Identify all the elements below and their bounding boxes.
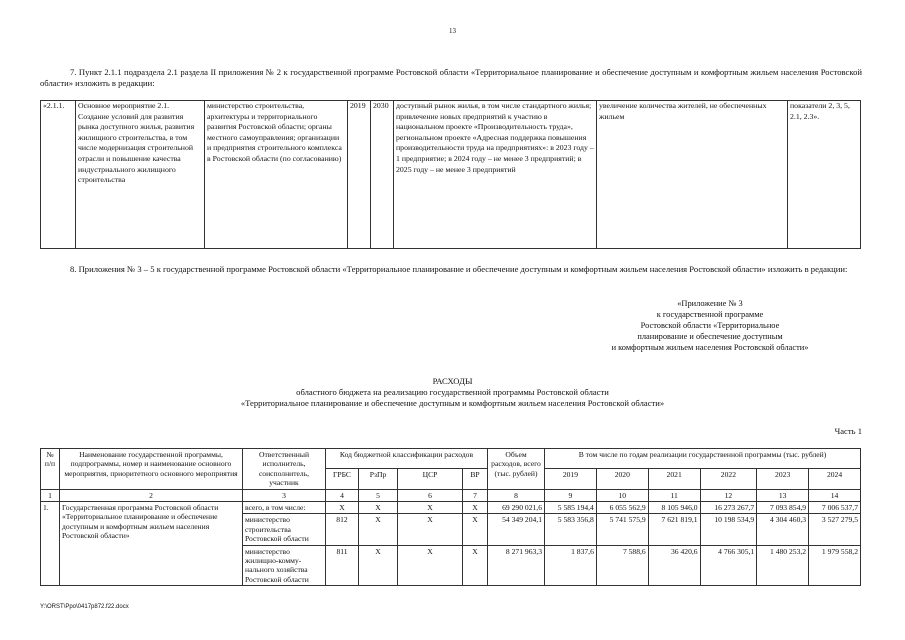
row-number: 1. bbox=[41, 502, 60, 586]
vr: X bbox=[463, 502, 488, 514]
year-value: 7 588,6 bbox=[596, 545, 648, 586]
year-value: 7 093 854,9 bbox=[757, 502, 809, 514]
paragraph-8: 8. Приложения № 3 – 5 к государственной программе Ростовской области «Территориальное планирование и обеспечение доступным и комфортным жильем населения Ростовской области» изложить в редакции: bbox=[70, 264, 848, 274]
appendix-line: планирование и обеспечение доступным bbox=[637, 332, 783, 341]
cell-measure-name: Основное мероприятие 2.1. Создание условий для развития рынка доступного жилья, развития жилищного строительства, в том числе модернизация строительной отрасли и повышение качества индустриального жилищного строительства bbox=[76, 101, 205, 249]
paragraph-7: 7. Пункт 2.1.1 подраздела 2.1 раздела II приложения № 2 к государственной программе Ростовской области «Территориальное планирование и обеспечение доступным и комфортным жильем населения Ростовской области» изложить в редакции: bbox=[40, 67, 862, 88]
column-number: 3 bbox=[243, 489, 326, 501]
year-value: 5 585 194,4 bbox=[545, 502, 597, 514]
cell-number: «2.1.1. bbox=[41, 101, 76, 249]
header-year: 2019 bbox=[545, 469, 597, 489]
part-label: Часть 1 bbox=[834, 426, 862, 436]
appendix-header bbox=[560, 298, 860, 353]
cell-indicators: показатели 2, 3, 5, 2.1, 2.3». bbox=[788, 101, 861, 249]
total: 54 349 204,1 bbox=[488, 514, 545, 545]
header-number: № п/п bbox=[41, 449, 60, 490]
header-year: 2021 bbox=[648, 469, 700, 489]
grbs: X bbox=[326, 502, 359, 514]
year-value: 5 741 575,9 bbox=[596, 514, 648, 545]
total: 8 271 963,3 bbox=[488, 545, 545, 586]
header-rzpr: РзПр bbox=[359, 469, 398, 489]
executor: министерство строительства Ростовской области bbox=[243, 514, 326, 545]
column-number: 12 bbox=[700, 489, 757, 501]
title-sub: областного бюджета на реализацию государственной программы Ростовской области bbox=[296, 387, 609, 397]
cell-expected-result: доступный рынок жилья, в том числе стандартного жилья; привлечение новых предприятий к участию в национальном проекте «Производительность труда», региональном проекте «Адресная поддержка повышения производительности труда на предприятиях»: в 2023 году – 1 предприятие; в 2024 году – не менее 3 предприятий; в 2025 году – не менее 3 предприятий bbox=[394, 101, 597, 249]
column-number: 1 bbox=[41, 489, 60, 501]
year-value: 1 480 253,2 bbox=[757, 545, 809, 586]
year-value: 7 621 819,1 bbox=[648, 514, 700, 545]
column-number: 6 bbox=[398, 489, 463, 501]
cell-start-year: 2019 bbox=[348, 101, 371, 249]
year-value: 1 837,6 bbox=[545, 545, 597, 586]
column-number: 8 bbox=[488, 489, 545, 501]
header-row bbox=[41, 449, 861, 469]
column-number: 13 bbox=[757, 489, 809, 501]
column-number: 7 bbox=[463, 489, 488, 501]
header-year: 2020 bbox=[596, 469, 648, 489]
executor: министерство жилищно-комму-нального хозяйства Ростовской области bbox=[243, 545, 326, 586]
year-value: 1 979 558,2 bbox=[809, 545, 861, 586]
column-number: 4 bbox=[326, 489, 359, 501]
year-value: 3 527 279,5 bbox=[809, 514, 861, 545]
csr: X bbox=[398, 545, 463, 586]
page-number: 13 bbox=[449, 27, 456, 35]
header-grbs: ГРБС bbox=[326, 469, 359, 489]
column-number: 2 bbox=[60, 489, 243, 501]
year-value: 6 055 562,9 bbox=[596, 502, 648, 514]
header-executor: Ответственный исполнитель, соисполнитель, участник bbox=[243, 449, 326, 490]
rzpr: X bbox=[359, 514, 398, 545]
column-number: 10 bbox=[596, 489, 648, 501]
expenses-table bbox=[40, 448, 861, 586]
appendix-line: Ростовской области «Территориальное bbox=[640, 321, 780, 330]
executor: всего, в том числе: bbox=[243, 502, 326, 514]
measure-2-1-1-table bbox=[40, 100, 861, 249]
header-year: 2024 bbox=[809, 469, 861, 489]
vr: X bbox=[463, 514, 488, 545]
header-name: Наименование государственной программы, подпрограммы, номер и наименование основного мероприятия, приоритетного основного мероприятия bbox=[60, 449, 243, 490]
column-number: 14 bbox=[809, 489, 861, 501]
header-budget-code: Код бюджетной классификации расходов bbox=[326, 449, 488, 469]
footer-file-path: Y:\ORST\Ppo\0417p872.f22.docx bbox=[40, 604, 129, 610]
csr: X bbox=[398, 502, 463, 514]
appendix-line: к государственной программе bbox=[656, 310, 764, 319]
year-value: 8 105 946,0 bbox=[648, 502, 700, 514]
appendix-line: и комфортным жильем населения Ростовской области» bbox=[611, 343, 809, 352]
year-value: 4 766 305,1 bbox=[700, 545, 757, 586]
header-csr: ЦСР bbox=[398, 469, 463, 489]
total: 69 290 021,6 bbox=[488, 502, 545, 514]
grbs: 811 bbox=[326, 545, 359, 586]
year-value: 4 304 460,3 bbox=[757, 514, 809, 545]
appendix-line: «Приложение № 3 bbox=[677, 299, 743, 308]
cell-end-year: 2030 bbox=[371, 101, 394, 249]
rzpr: X bbox=[359, 545, 398, 586]
vr: X bbox=[463, 545, 488, 586]
document-title bbox=[0, 376, 905, 409]
cell-executor: министерство строительства, архитектуры и территориального развития Ростовской области; органы местного самоуправления; организации и предприятия строительного комплекса в Ростовской области (по согласованию) bbox=[205, 101, 348, 249]
program-name: Государственная программа Ростовской области «Территориальное планирование и обеспечение доступным и комфортным жильем населения Ростовской области» bbox=[60, 502, 243, 586]
header-total: Объем расходов, всего (тыс. рублей) bbox=[488, 449, 545, 490]
column-number: 5 bbox=[359, 489, 398, 501]
year-value: 5 583 356,8 bbox=[545, 514, 597, 545]
cell-consequence: увеличение количества жителей, не обеспеченных жильем bbox=[597, 101, 788, 249]
rzpr: X bbox=[359, 502, 398, 514]
grbs: 812 bbox=[326, 514, 359, 545]
year-value: 7 006 537,7 bbox=[809, 502, 861, 514]
header-year: 2023 bbox=[757, 469, 809, 489]
csr: X bbox=[398, 514, 463, 545]
table-row bbox=[41, 502, 861, 514]
column-number-row bbox=[41, 489, 861, 501]
title-sub: «Территориальное планирование и обеспечение доступным и комфортным жильем населения Ростовской области» bbox=[240, 398, 665, 408]
year-value: 36 420,6 bbox=[648, 545, 700, 586]
title-main: РАСХОДЫ bbox=[432, 376, 473, 386]
year-value: 16 273 267,7 bbox=[700, 502, 757, 514]
header-years: В том числе по годам реализации государственной программы (тыс. рублей) bbox=[545, 449, 861, 469]
header-year: 2022 bbox=[700, 469, 757, 489]
column-number: 11 bbox=[648, 489, 700, 501]
year-value: 10 198 534,9 bbox=[700, 514, 757, 545]
header-vr: ВР bbox=[463, 469, 488, 489]
table-row bbox=[41, 101, 861, 249]
column-number: 9 bbox=[545, 489, 597, 501]
